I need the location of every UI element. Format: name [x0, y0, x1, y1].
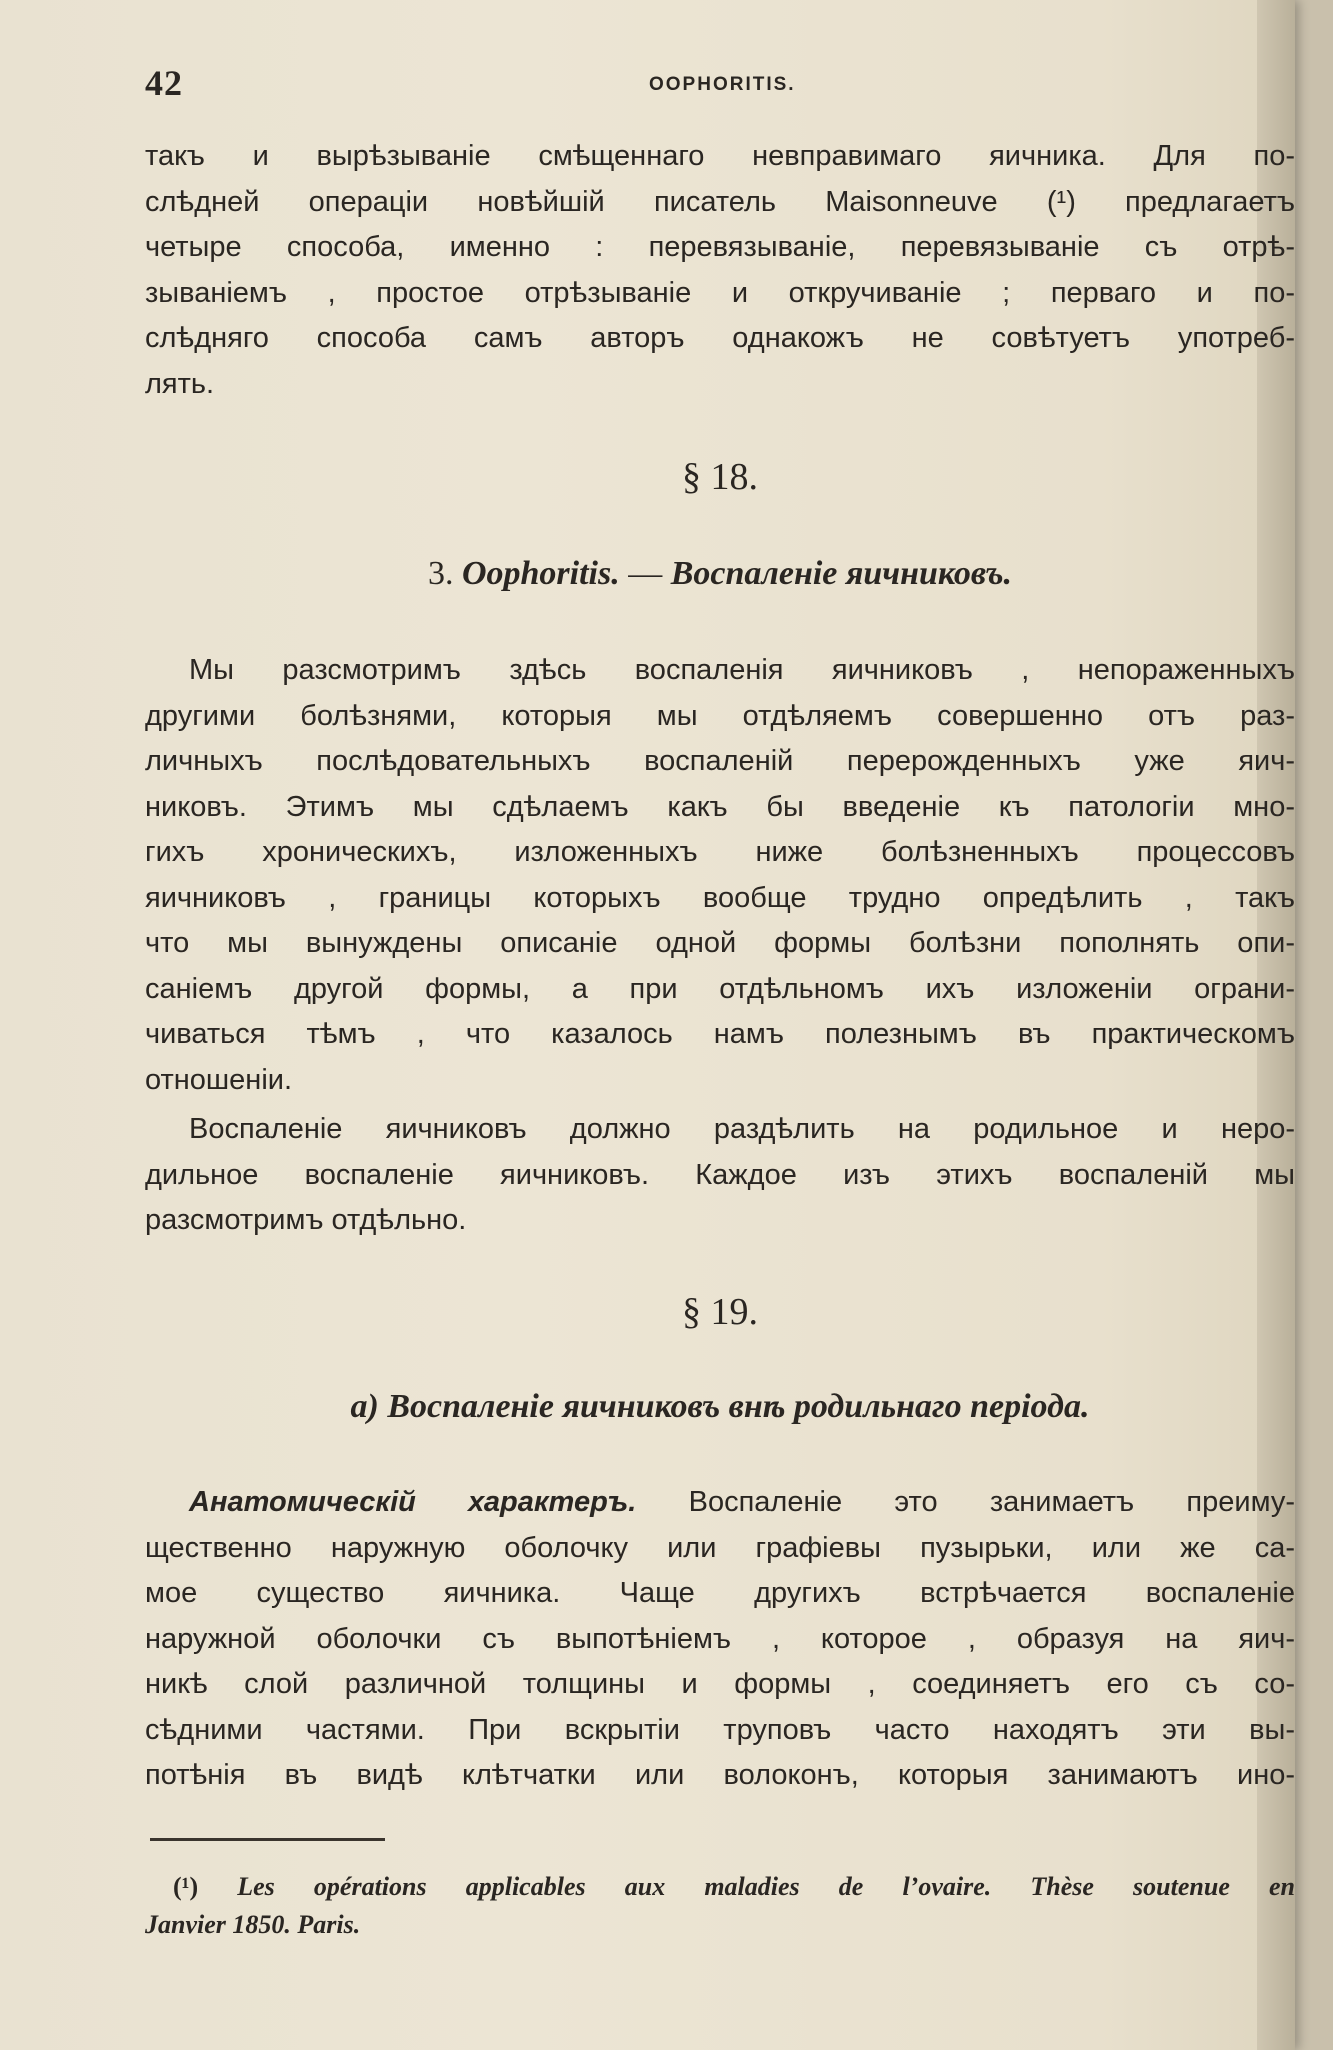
heading-number: 3. — [427, 555, 462, 592]
heading-russian: Воспаленіе яичниковъ. — [670, 555, 1013, 592]
text-line: Мы разсмотримъ здѣсь воспаленія яичниковъ , непораженныхъ — [189, 654, 1295, 686]
heading-latin: Oophoritis. — [461, 555, 620, 592]
footnote-rule — [150, 1838, 385, 1841]
text-line: слѣдней операціи новѣйшій писатель Maisonneuve (¹) предлагаетъ — [145, 185, 1295, 218]
text-line: наружной оболочки съ выпотѣніемъ , которое , образуя на яич- — [145, 1622, 1295, 1655]
section-heading-oophoritis — [145, 555, 1295, 593]
footnote-text-1: Les opérations applicables aux maladies de l’ovaire. Thèse soutenue en — [198, 1872, 1295, 1901]
page-number: 42 — [145, 63, 183, 103]
section-number-19: § 19. — [682, 1291, 758, 1333]
text-line: никѣ слой различной толщины и формы , соединяетъ его съ со- — [145, 1668, 1295, 1700]
running-head: OOPHORITIS. — [649, 74, 796, 95]
footnote-line: Janvier 1850. Paris. — [145, 1910, 361, 1939]
footnote-mark: (¹) — [173, 1872, 199, 1901]
paragraph-2 — [145, 648, 1295, 1103]
text-line: зываніемъ , простое отрѣзываніе и откручиваніе ; перваго и по- — [145, 276, 1295, 309]
subsection-title: Воспаленіе яичниковъ внѣ родильнаго періода. — [387, 1388, 1090, 1425]
text-line: что мы вынуждены описаніе одной формы болѣзни пополнять опи- — [145, 927, 1295, 959]
heading-separator: — — [619, 555, 671, 592]
footnote-line — [145, 1868, 1295, 1906]
text-line: другими болѣзнями, которыя мы отдѣляемъ совершенно отъ раз- — [145, 699, 1295, 732]
text-line: личныхъ послѣдовательныхъ воспаленій перерожденныхъ уже яич- — [145, 745, 1295, 777]
text-line — [145, 1480, 1295, 1526]
text-line: отношеніи. — [145, 1063, 293, 1096]
text-line: слѣдняго способа самъ авторъ однакожъ не совѣтуетъ употреб- — [145, 322, 1295, 354]
paragraph-1 — [145, 134, 1295, 407]
text-line-rest: Воспаленіе это занимаетъ преиму- — [636, 1486, 1295, 1518]
subsection-letter: а) — [350, 1388, 388, 1425]
text-line: такъ и вырѣзываніе смѣщеннаго невправимаго яичника. Для по- — [145, 140, 1295, 172]
paragraph-3 — [145, 1107, 1295, 1244]
section-number-18: § 18. — [682, 456, 758, 498]
text-line: лять. — [145, 367, 215, 400]
term-anatomical-character: Анатомическій характеръ. — [189, 1486, 637, 1518]
page-header — [145, 62, 1295, 112]
paragraph-4 — [145, 1480, 1295, 1799]
text-line: потѣнія въ видѣ клѣтчатки или волоконъ, которыя занимаютъ ино- — [145, 1759, 1295, 1791]
text-line: яичниковъ , границы которыхъ вообще трудно опредѣлить , такъ — [145, 881, 1295, 914]
text-line: щественно наружную оболочку или графіевы пузырьки, или же са- — [145, 1531, 1295, 1564]
text-line: четыре способа, именно : перевязываніе, перевязываніе съ отрѣ- — [145, 231, 1295, 263]
text-line: саніемъ другой формы, а при отдѣльномъ ихъ изложеніи ограни- — [145, 972, 1295, 1005]
text-line: Воспаленіе яичниковъ должно раздѣлить на родильное и неро- — [189, 1113, 1295, 1145]
text-line: мое существо яичника. Чаще другихъ встрѣчается воспаленіе — [145, 1577, 1295, 1609]
subsection-heading — [145, 1388, 1295, 1426]
text-line: никовъ. Этимъ мы сдѣлаемъ какъ бы введеніе къ патологіи мно- — [145, 790, 1295, 823]
text-line: сѣдними частями. При вскрытіи труповъ часто находятъ эти вы- — [145, 1713, 1295, 1746]
text-line: гихъ хроническихъ, изложенныхъ ниже болѣзненныхъ процессовъ — [145, 836, 1295, 868]
footnote — [145, 1868, 1295, 1944]
text-line: чиваться тѣмъ , что казалось намъ полезнымъ въ практическомъ — [145, 1018, 1295, 1050]
text-line: дильное воспаленіе яичниковъ. Каждое изъ этихъ воспаленій мы — [145, 1158, 1295, 1191]
text-line: разсмотримъ отдѣльно. — [145, 1204, 467, 1236]
